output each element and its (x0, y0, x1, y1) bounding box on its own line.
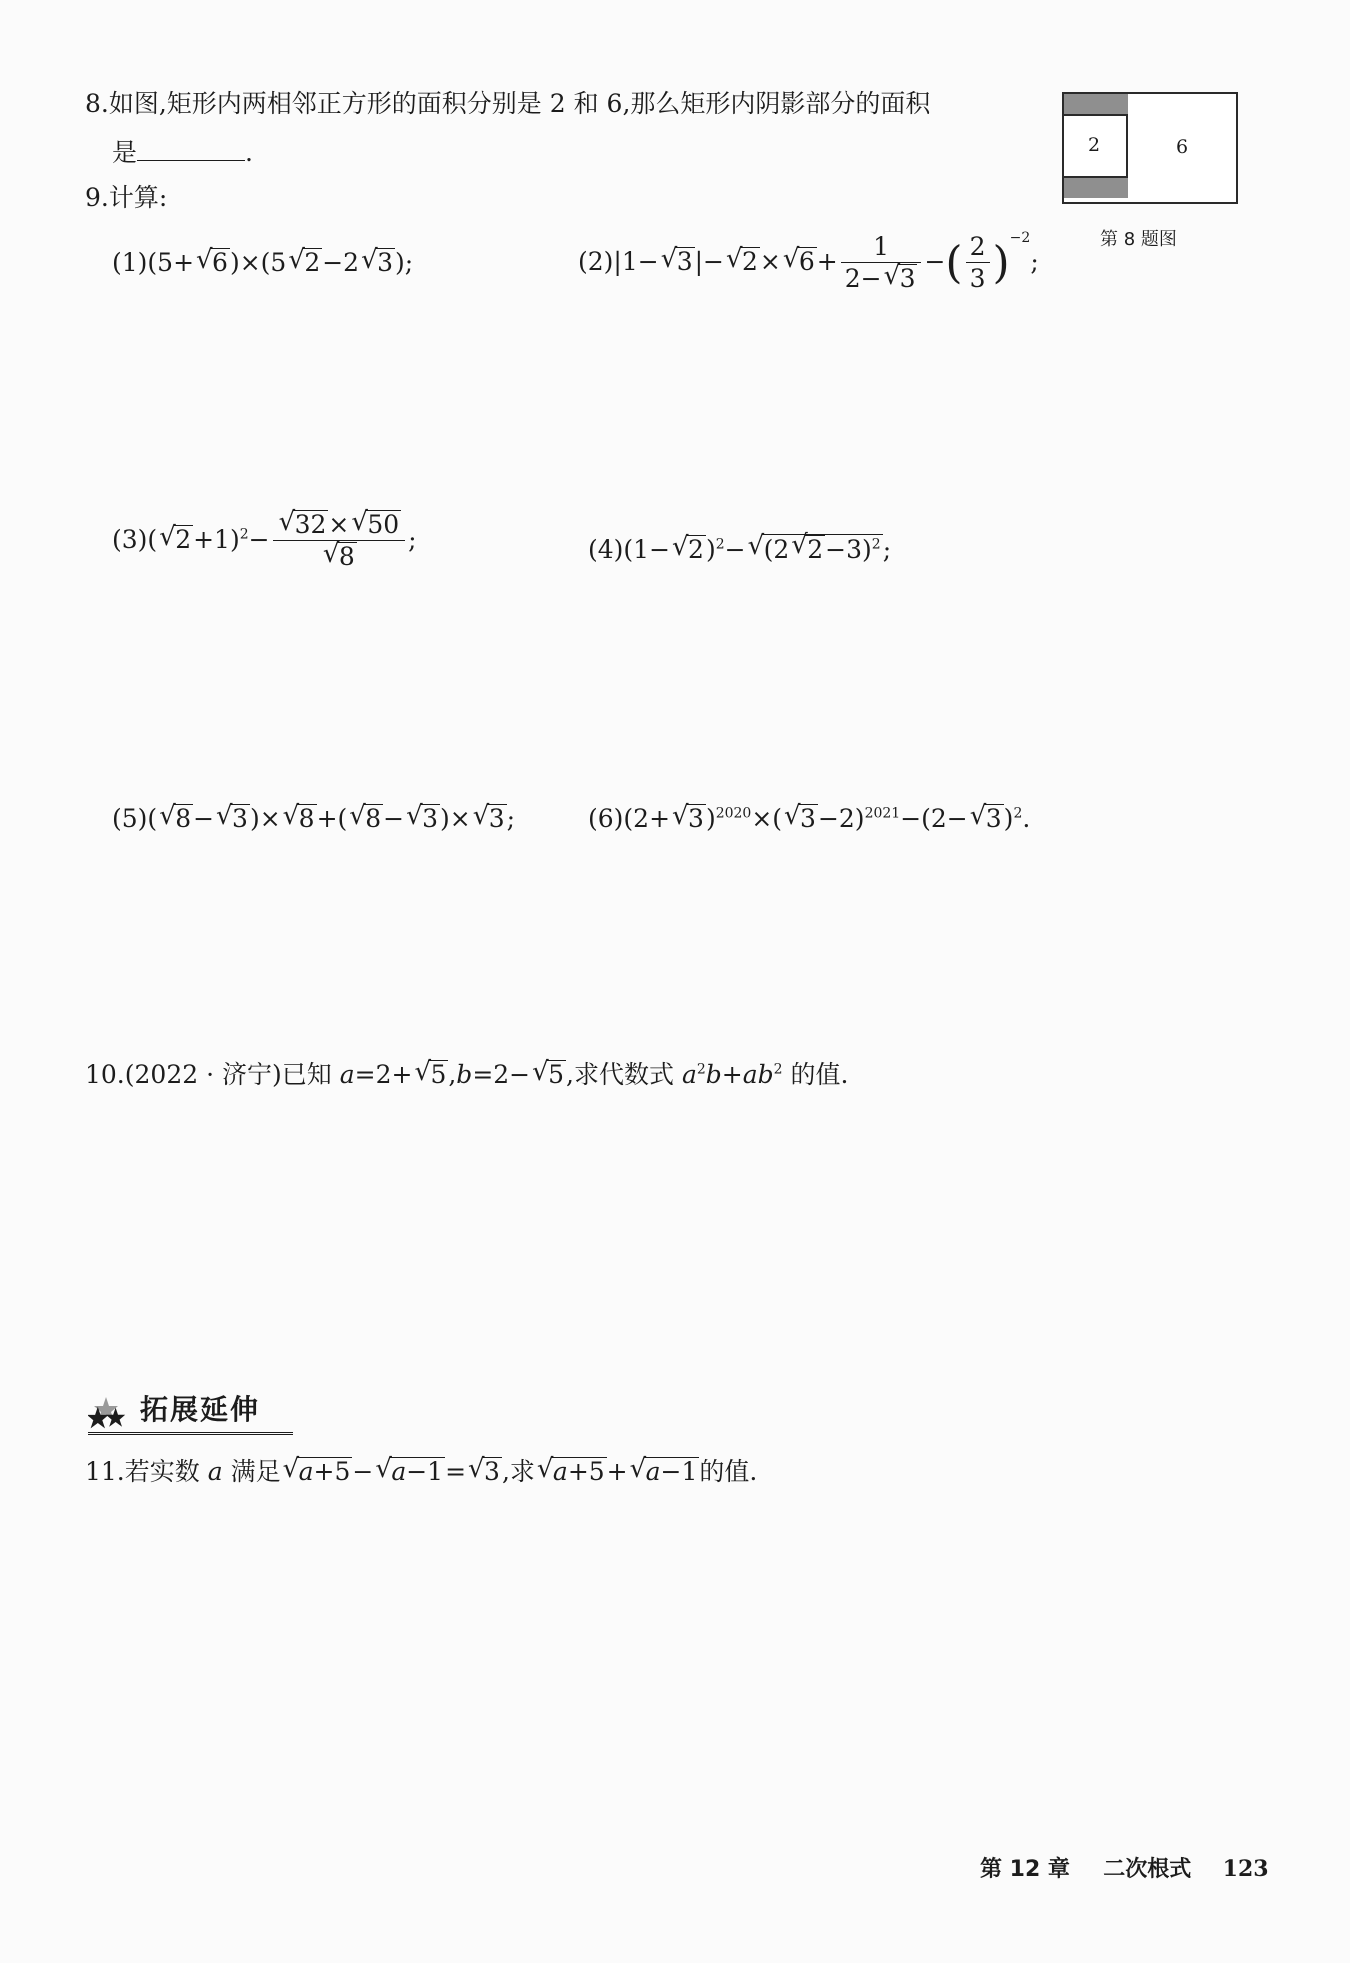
question-11-text-2: 满足 (230, 1457, 281, 1486)
large-square-label: 6 (1176, 136, 1189, 158)
part-label: (6) (588, 804, 624, 833)
stars-icon (88, 1396, 136, 1432)
question-10-text: 已知 (281, 1060, 332, 1089)
question-9-header (85, 178, 167, 218)
section-header (88, 1388, 293, 1435)
question-8-text-cont: 是 (112, 138, 138, 167)
part-label: (1) (112, 248, 148, 277)
part-label: (2) (578, 247, 614, 276)
question-8-line1 (85, 84, 930, 124)
small-square-label: 2 (1088, 134, 1101, 156)
chapter-title: 二次根式 (1103, 1857, 1192, 1882)
question-10-source: (2022 · 济宁) (124, 1060, 282, 1089)
chapter-number: 第 12 章 (980, 1857, 1070, 1882)
question-11-text-4: 的值. (699, 1457, 758, 1486)
question-11-text-3: ,求 (501, 1457, 535, 1486)
q9-part4: (4)(1− √ 2)$^2$− √ (2 √ 2−3)$^2$; (588, 530, 892, 564)
page-footer (980, 1852, 1269, 1883)
part-label: (4) (588, 535, 624, 564)
question-10-text-2: ,求代数式 (566, 1060, 674, 1089)
q9-part2: (2)|1− √ 3|− √ 2× √ 6+ 1 2− √ 3 −( $\frac{2}{3}$ )$^{-2}$; (578, 230, 1039, 293)
figure-caption: 第 8 题图 (1100, 229, 1177, 250)
part-label: (5) (112, 804, 148, 833)
question-11-text: 若实数 (124, 1457, 200, 1486)
large-square (1128, 94, 1129, 200)
section-title: 拓展延伸 (140, 1393, 261, 1426)
question-10-text-3: 的值. (790, 1060, 849, 1089)
question-9-number: 9. (85, 183, 109, 212)
page-number: 123 (1222, 1856, 1269, 1882)
question-8-period: . (245, 138, 253, 167)
question-8-line2 (112, 133, 253, 173)
question-8-text: 如图,矩形内两相邻正方形的面积分别是 2 和 6,那么矩形内阴影部分的面积 (108, 89, 931, 118)
question-9-title: 计算: (108, 183, 168, 212)
shaded-region-bottom (1064, 178, 1128, 198)
question-10: 10.(2022 · 济宁)已知 a=2+ √ 5,b=2− √ 5,求代数式 $a^2b+ab^2$ 的值. (85, 1057, 849, 1089)
question-11-number: 11. (85, 1457, 125, 1486)
q9-part5: (5)( √ 8− √ 3)× √ 8+( √ 8− √ 3)× √ 3; (112, 801, 516, 833)
q9-part6: (6)(2+ √ 3)$^{2020}$×( √ 3−2)$^{2021}$−(2− √ 3)$^2$. (588, 801, 1031, 833)
answer-blank[interactable] (137, 136, 245, 161)
question-10-number: 10. (85, 1060, 125, 1089)
q9-part3: (3)( √ 2+1)$^2$− √ 32× √ 50 √ 8 ; (112, 507, 417, 571)
shaded-region-top (1064, 94, 1128, 114)
part-label: (3) (112, 525, 148, 554)
question-8-number: 8. (85, 89, 109, 118)
question-11: 11.若实数 a 满足 √ a+5− √ a−1= √ 3,求 √ a+5+ √ a−1的值. (85, 1454, 758, 1486)
q9-part1: (1)(5+ √ 6)×(5 √ 2−2 √ 3); (112, 245, 414, 277)
